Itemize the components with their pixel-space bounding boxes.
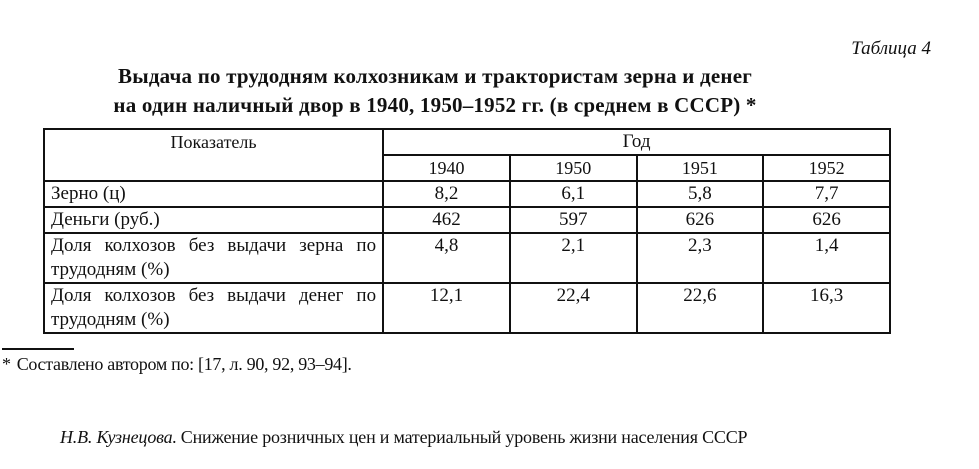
footnote-text: Составлено автором по: [17, л. 90, 92, 93–94]. (16, 354, 352, 374)
indicator-column-header: Показатель (44, 129, 383, 181)
year-header-1951: 1951 (637, 155, 764, 181)
table-cell: 2,3 (637, 233, 764, 283)
row-label-money: Деньги (руб.) (44, 207, 383, 233)
table-cell: 12,1 (383, 283, 510, 333)
table-row (44, 233, 890, 283)
table-title-line-2: на один наличный двор в 1940, 1950–1952 гг. (в среднем в СССР) * (113, 93, 757, 117)
table-number-label: Таблица 4 (851, 38, 931, 59)
footer-title: Снижение розничных цен и материальный уровень жизни населения СССР (180, 427, 748, 447)
table-cell: 16,3 (763, 283, 890, 333)
year-header-1950: 1950 (510, 155, 637, 181)
footnote (2, 354, 352, 375)
table-cell: 7,7 (763, 181, 890, 207)
table-cell: 2,1 (510, 233, 637, 283)
footer-author: Н.В. Кузнецова. (60, 427, 177, 447)
table-cell: 597 (510, 207, 637, 233)
table-cell: 1,4 (763, 233, 890, 283)
row-label-no-money-share: Доля колхозов без выдачи денег по трудодням (%) (44, 283, 383, 333)
table-cell: 626 (637, 207, 764, 233)
table-cell: 22,4 (510, 283, 637, 333)
table-row (44, 283, 890, 333)
table-cell: 4,8 (383, 233, 510, 283)
year-group-header: Год (383, 129, 890, 155)
footnote-divider (2, 348, 74, 350)
table-cell: 6,1 (510, 181, 637, 207)
table-cell: 22,6 (637, 283, 764, 333)
table-row (44, 207, 890, 233)
data-table (43, 128, 891, 334)
footnote-mark: * (2, 354, 11, 374)
row-label-grain: Зерно (ц) (44, 181, 383, 207)
table-cell: 462 (383, 207, 510, 233)
table-title (40, 62, 830, 120)
running-footer (60, 427, 747, 448)
year-header-1952: 1952 (763, 155, 890, 181)
table-row (44, 181, 890, 207)
row-label-no-grain-share: Доля колхозов без выдачи зерна по трудодням (%) (44, 233, 383, 283)
header-row (44, 129, 890, 155)
table-cell: 5,8 (637, 181, 764, 207)
table-title-line-1: Выдача по трудодням колхозникам и трактористам зерна и денег (118, 64, 752, 88)
table-cell: 8,2 (383, 181, 510, 207)
table-cell: 626 (763, 207, 890, 233)
year-header-1940: 1940 (383, 155, 510, 181)
